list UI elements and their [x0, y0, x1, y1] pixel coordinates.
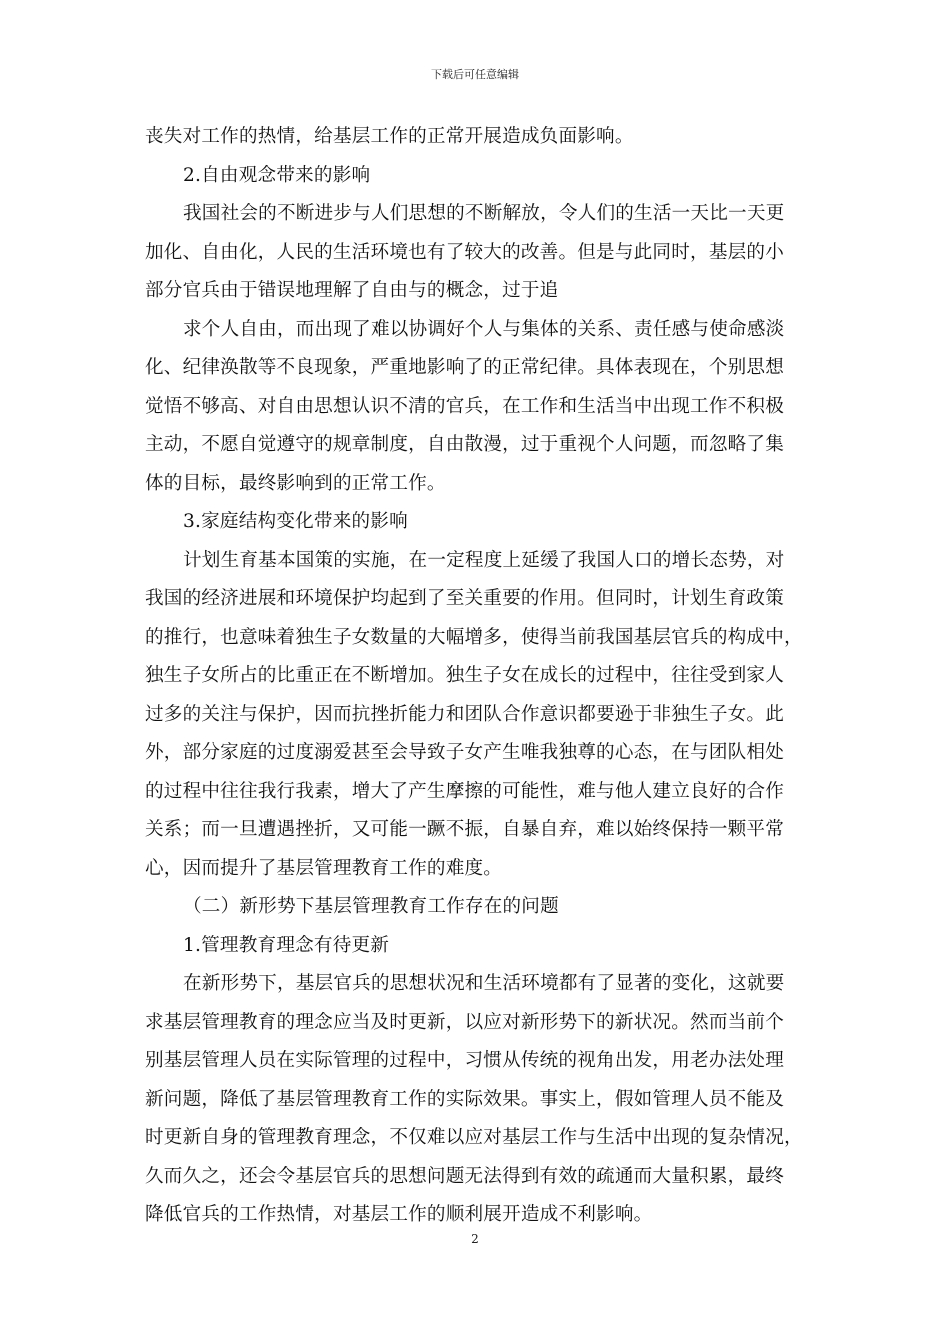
text-line: 求基层管理教育的理念应当及时更新，以应对新形势下的新状况。然而当前个 — [145, 1011, 784, 1033]
text-line: 部分官兵由于错误地理解了自由与的概念，过于追 — [145, 280, 559, 301]
text-line: 的推行，也意味着独生子女数量的大幅增多，使得当前我国基层官兵的构成中， — [145, 626, 803, 648]
text-line: 过多的关注与保护，因而抗挫折能力和团队合作意识都要逊于非独生子女。此 — [145, 703, 784, 725]
text-line: 降低官兵的工作热情，对基层工作的顺利展开造成不利影响。 — [145, 1204, 653, 1225]
page-header-note: 下载后可任意编辑 — [431, 68, 519, 81]
text-line: 外，部分家庭的过度溺爱甚至会导致子女产生唯我独尊的心态，在与团队相处 — [145, 742, 784, 763]
text-line: （二）新形势下基层管理教育工作存在的问题 — [183, 896, 559, 917]
text-line: 丧失对工作的热情，给基层工作的正常开展造成负面影响。 — [145, 126, 634, 147]
text-line: 计划生育基本国策的实施，在一定程度上延缓了我国人口的增长态势，对 — [183, 549, 785, 571]
text-line: 新问题，降低了基层管理教育工作的实际效果。事实上，假如管理人员不能及 — [145, 1088, 784, 1110]
text-line: 的过程中往往我行我素，增大了产生摩擦的可能性，难与他人建立良好的合作 — [145, 780, 784, 802]
page-number: 2 — [471, 1232, 479, 1246]
text-line: 别基层管理人员在实际管理的过程中，习惯从传统的视角出发，用老办法处理 — [145, 1050, 784, 1071]
text-line: 久而久之，还会令基层官兵的思想问题无法得到有效的疏通而大量积累，最终 — [145, 1165, 784, 1187]
text-line: 心，因而提升了基层管理教育工作的难度。 — [145, 857, 503, 879]
text-line: 在新形势下，基层官兵的思想状况和生活环境都有了显著的变化，这就要 — [183, 973, 785, 994]
text-line: 我国的经济进展和环境保护均起到了至关重要的作用。但同时，计划生育政策 — [145, 588, 784, 609]
text-line: 主动，不愿自觉遵守的规章制度，自由散漫，过于重视个人问题，而忽略了集 — [145, 434, 784, 455]
text-line: 化、纪律涣散等不良现象，严重地影响了的正常纪律。具体表现在，个别思想 — [145, 357, 784, 378]
text-line: 觉悟不够高、对自由思想认识不清的官兵，在工作和生活当中出现工作不积极 — [145, 395, 784, 417]
text-line: 1.管理教育理念有待更新 — [183, 934, 390, 956]
text-line: 关系；而一旦遭遇挫折，又可能一蹶不振，自暴自弃，难以始终保持一颗平常 — [145, 819, 784, 840]
text-line: 2.自由观念带来的影响 — [183, 164, 371, 186]
text-line: 独生子女所占的比重正在不断增加。独生子女在成长的过程中，往往受到家人 — [145, 665, 784, 686]
text-line: 求个人自由，而出现了难以协调好个人与集体的关系、责任感与使命感淡 — [183, 318, 785, 340]
document-body — [145, 118, 810, 1235]
text-line: 我国社会的不断进步与人们思想的不断解放，令人们的生活一天比一天更 — [183, 203, 785, 224]
text-line: 3.家庭结构变化带来的影响 — [183, 511, 408, 532]
text-line: 体的目标，最终影响到的正常工作。 — [145, 472, 446, 494]
text-line: 加化、自由化，人民的生活环境也有了较大的改善。但是与此同时，基层的小 — [145, 241, 784, 263]
text-line: 时更新自身的管理教育理念，不仅难以应对基层工作与生活中出现的复杂情况， — [145, 1127, 803, 1148]
